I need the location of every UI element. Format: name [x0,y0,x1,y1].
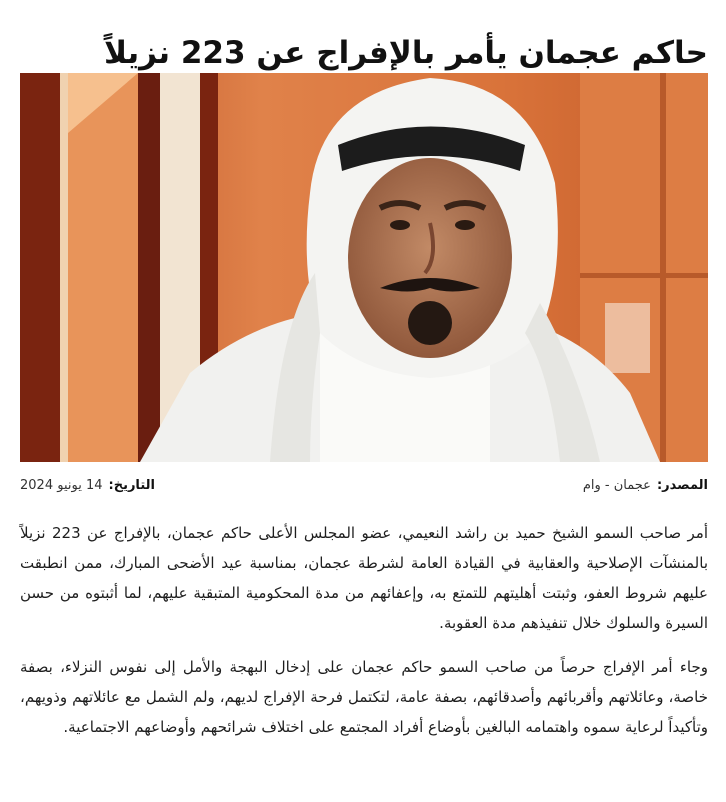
article-photo [20,73,708,462]
article-meta [20,478,708,502]
portrait-photo-icon [20,73,708,462]
article-paragraph: أمر صاحب السمو الشيخ حميد بن راشد النعيمي، عضو المجلس الأعلى حاكم عجمان، بالإفراج عن 223 نزيلاً بالمنشآت الإصلاحية والعقابية في القيادة العامة لشرطة عجمان، بمناسبة عيد الأضحى المبارك، ممن انطبقت عليهم شروط العفو، وثبتت أهليتهم للتمتع به، وإعفائهم من مدة المحكومية المتبقية عليهم، لما أثبتوه من حسن السيرة والسلوك خلال تنفيذهم مدة العقوبة. [20,524,708,632]
article-body [20,518,708,756]
article-title: حاكم عجمان يأمر بالإفراج عن 223 نزيلاً [103,34,708,71]
date-value: 14 يونيو 2024 [20,478,103,493]
source-info [583,478,708,493]
article-paragraph: وجاء أمر الإفراج حرصاً من صاحب السمو حاكم عجمان على إدخال البهجة والأمل إلى نفوس النزلاء، بصفة خاصة، وعائلاتهم وأقربائهم وأصدقائهم، بصفة عامة، لتكتمل فرحة الإفراج لديهم، ولم الشمل مع عائلاتهم وذويهم، وتأكيداً لرعاية سموه واهتمامه البالغين بأوضاع أفراد المجتمع على اختلاف شرائحهم وأوضاعهم الاجتماعية. [20,658,708,736]
date-label: التاريخ: [108,478,155,493]
date-info [20,478,155,493]
source-value: عجمان - وام [582,478,651,493]
source-label: المصدر: [656,478,708,493]
